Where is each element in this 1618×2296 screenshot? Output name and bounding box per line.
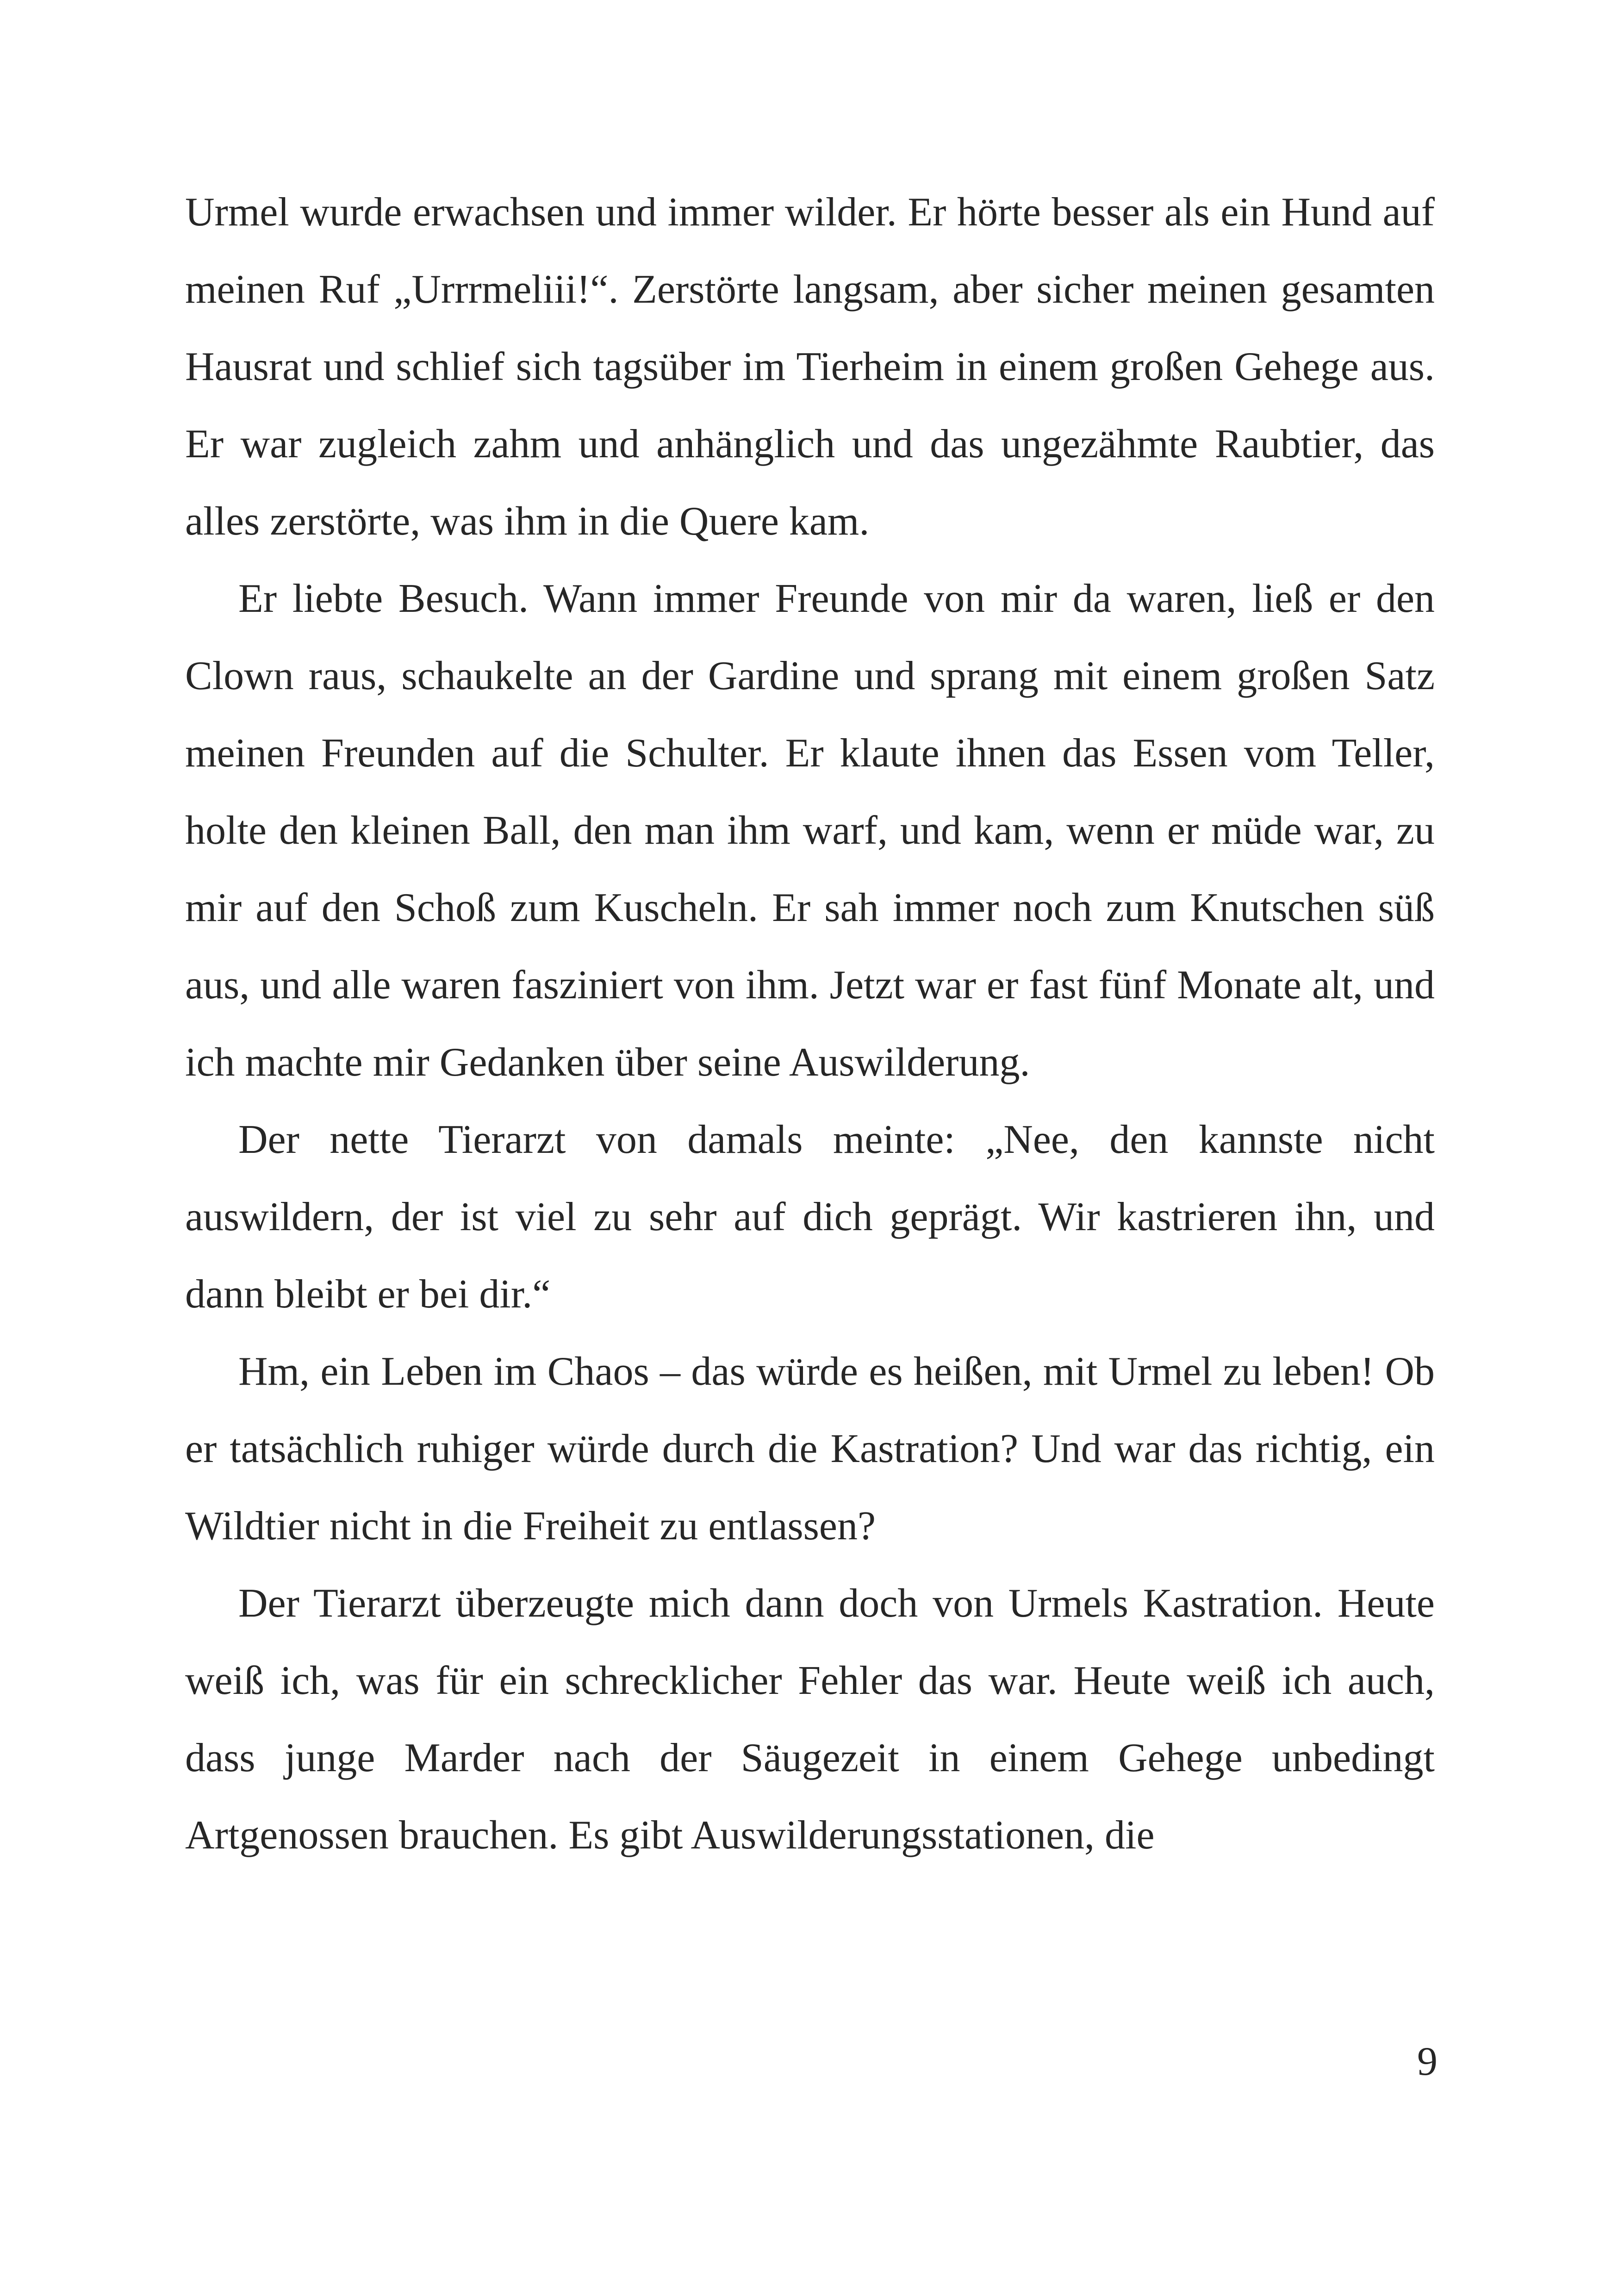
- paragraph-5: Der Tierarzt überzeugte mich dann doch von Urmels Kastration. Heute weiß ich, was für ein schrecklicher Fehler das war. Heute weiß ich auch, dass junge Marder nach der Säugezeit in einem Gehege unbedingt Artgenossen brauchen. Es gibt Auswilderungsstationen, die: [185, 1581, 1435, 1858]
- paragraph-1: Urmel wurde erwachsen und immer wilder. Er hörte besser als ein Hund auf meinen Ruf „Urrrmeliii!“. Zerstörte langsam, aber sicher meinen gesamten Hausrat und schlief sich tagsüber im Tierheim in einem großen Gehege aus. Er war zugleich zahm und anhänglich und das ungezähmte Raubtier, das alles zerstörte, was ihm in die Quere kam.: [185, 190, 1435, 544]
- paragraph-2: Er liebte Besuch. Wann immer Freunde von mir da waren, ließ er den Clown raus, schaukelte an der Gardine und sprang mit einem großen Satz meinen Freunden auf die Schulter. Er klaute ihnen das Essen vom Teller, holte den kleinen Ball, den man ihm warf, und kam, wenn er müde war, zu mir auf den Schoß zum Kuscheln. Er sah immer noch zum Knutschen süß aus, und alle waren fasziniert von ihm. Jetzt war er fast fünf Monate alt, und ich machte mir Gedanken über seine Auswilderung.: [185, 576, 1435, 1085]
- paragraph-3: Der nette Tierarzt von damals meinte: „Nee, den kannste nicht auswildern, der ist viel zu sehr auf dich geprägt. Wir kastrieren ihn, und dann bleibt er bei dir.“: [185, 1117, 1435, 1317]
- paragraph-4: Hm, ein Leben im Chaos – das würde es heißen, mit Urmel zu leben! Ob er tatsächlich ruhiger würde durch die Kastration? Und war das richtig, ein Wildtier nicht in die Freiheit zu entlassen?: [185, 1349, 1435, 1549]
- body-text: [185, 174, 1435, 1874]
- page-number: 9: [1417, 2039, 1438, 2084]
